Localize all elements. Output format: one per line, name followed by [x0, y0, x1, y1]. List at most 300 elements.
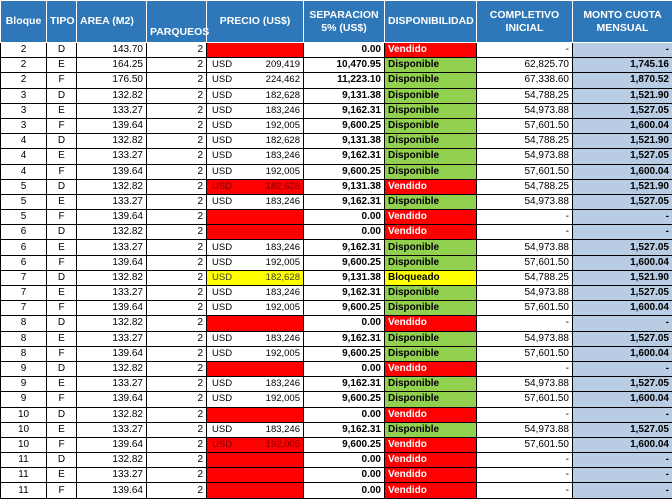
cell-parqueos[interactable]: 2 [147, 88, 207, 103]
cell-cuota[interactable]: 1,745.16 [573, 58, 672, 73]
cell-bloque[interactable]: 8 [1, 331, 47, 346]
cell-cuota[interactable]: 1,600.04 [573, 164, 672, 179]
cell-tipo[interactable]: D [47, 179, 77, 194]
cell-cuota[interactable]: 1,521.90 [573, 134, 672, 149]
cell-completivo[interactable]: 57,601.50 [477, 301, 573, 316]
cell-cuota[interactable]: 1,527.05 [573, 240, 672, 255]
cell-bloque[interactable]: 8 [1, 346, 47, 361]
table-row[interactable] [1, 453, 672, 468]
cell-tipo[interactable]: D [47, 88, 77, 103]
cell-cuota[interactable]: 1,600.04 [573, 118, 672, 133]
cell-completivo[interactable]: - [477, 453, 573, 468]
cell-bloque[interactable]: 2 [1, 58, 47, 73]
cell-precio[interactable] [207, 118, 304, 133]
cell-bloque[interactable]: 5 [1, 194, 47, 209]
cell-disponibilidad[interactable]: Disponible [385, 149, 477, 164]
table-row[interactable] [1, 316, 672, 331]
cell-tipo[interactable]: D [47, 361, 77, 376]
cell-separacion[interactable]: 0.00 [304, 453, 385, 468]
cell-cuota[interactable]: 1,600.04 [573, 437, 672, 452]
cell-completivo[interactable]: - [477, 316, 573, 331]
cell-separacion[interactable]: 9,600.25 [304, 392, 385, 407]
cell-completivo[interactable]: 54,973.88 [477, 240, 573, 255]
cell-bloque[interactable]: 3 [1, 88, 47, 103]
cell-separacion[interactable]: 9,131.38 [304, 134, 385, 149]
cell-disponibilidad[interactable]: Disponible [385, 118, 477, 133]
cell-area[interactable]: 133.27 [77, 103, 147, 118]
cell-completivo[interactable]: - [477, 407, 573, 422]
table-row[interactable] [1, 346, 672, 361]
cell-tipo[interactable]: D [47, 225, 77, 240]
cell-disponibilidad[interactable]: Vendido [385, 468, 477, 483]
cell-disponibilidad[interactable]: Disponible [385, 73, 477, 88]
cell-completivo[interactable]: 54,788.25 [477, 179, 573, 194]
cell-area[interactable]: 132.82 [77, 361, 147, 376]
cell-cuota[interactable]: 1,527.05 [573, 331, 672, 346]
cell-tipo[interactable]: E [47, 377, 77, 392]
header-precio[interactable]: PRECIO (US$) [207, 1, 304, 43]
cell-separacion[interactable]: 0.00 [304, 483, 385, 498]
header-tipo[interactable]: TIPO [47, 1, 77, 43]
table-row[interactable] [1, 43, 672, 58]
cell-disponibilidad[interactable]: Bloqueado [385, 270, 477, 285]
cell-completivo[interactable]: - [477, 210, 573, 225]
cell-parqueos[interactable]: 2 [147, 73, 207, 88]
cell-separacion[interactable]: 9,162.31 [304, 422, 385, 437]
cell-area[interactable]: 139.64 [77, 164, 147, 179]
cell-separacion[interactable]: 0.00 [304, 468, 385, 483]
cell-area[interactable]: 143.70 [77, 43, 147, 58]
cell-parqueos[interactable]: 2 [147, 164, 207, 179]
cell-parqueos[interactable]: 2 [147, 407, 207, 422]
cell-area[interactable]: 139.64 [77, 437, 147, 452]
table-row[interactable] [1, 361, 672, 376]
cell-cuota[interactable]: 1,870.52 [573, 73, 672, 88]
cell-precio[interactable] [207, 407, 304, 422]
cell-tipo[interactable]: E [47, 194, 77, 209]
cell-completivo[interactable]: 57,601.50 [477, 164, 573, 179]
cell-separacion[interactable]: 9,600.25 [304, 301, 385, 316]
cell-area[interactable]: 139.64 [77, 255, 147, 270]
cell-completivo[interactable]: 67,338.60 [477, 73, 573, 88]
cell-bloque[interactable]: 10 [1, 407, 47, 422]
cell-disponibilidad[interactable]: Vendido [385, 483, 477, 498]
cell-cuota[interactable]: - [573, 407, 672, 422]
table-row[interactable] [1, 118, 672, 133]
cell-separacion[interactable]: 9,162.31 [304, 331, 385, 346]
cell-parqueos[interactable]: 2 [147, 422, 207, 437]
table-row[interactable] [1, 437, 672, 452]
cell-cuota[interactable]: - [573, 361, 672, 376]
cell-separacion[interactable]: 9,600.25 [304, 346, 385, 361]
cell-tipo[interactable]: F [47, 164, 77, 179]
cell-parqueos[interactable]: 2 [147, 58, 207, 73]
cell-completivo[interactable]: 57,601.50 [477, 255, 573, 270]
cell-parqueos[interactable]: 2 [147, 361, 207, 376]
cell-parqueos[interactable]: 2 [147, 118, 207, 133]
cell-tipo[interactable]: F [47, 73, 77, 88]
cell-cuota[interactable]: - [573, 43, 672, 58]
cell-cuota[interactable]: 1,527.05 [573, 422, 672, 437]
cell-bloque[interactable]: 6 [1, 225, 47, 240]
cell-completivo[interactable]: 54,788.25 [477, 88, 573, 103]
cell-parqueos[interactable]: 2 [147, 483, 207, 498]
cell-disponibilidad[interactable]: Vendido [385, 453, 477, 468]
cell-precio[interactable] [207, 392, 304, 407]
cell-cuota[interactable]: 1,527.05 [573, 377, 672, 392]
table-row[interactable] [1, 225, 672, 240]
cell-area[interactable]: 139.64 [77, 118, 147, 133]
cell-precio[interactable] [207, 453, 304, 468]
cell-completivo[interactable]: 57,601.50 [477, 346, 573, 361]
table-row[interactable] [1, 88, 672, 103]
cell-cuota[interactable]: 1,521.90 [573, 179, 672, 194]
header-bloque[interactable]: Bloque [1, 1, 47, 43]
cell-bloque[interactable]: 11 [1, 483, 47, 498]
cell-disponibilidad[interactable]: Disponible [385, 301, 477, 316]
cell-parqueos[interactable]: 2 [147, 103, 207, 118]
cell-disponibilidad[interactable]: Vendido [385, 361, 477, 376]
cell-area[interactable]: 133.27 [77, 377, 147, 392]
cell-disponibilidad[interactable]: Disponible [385, 392, 477, 407]
table-row[interactable] [1, 149, 672, 164]
cell-precio[interactable] [207, 88, 304, 103]
table-row[interactable] [1, 194, 672, 209]
cell-precio[interactable] [207, 346, 304, 361]
table-row[interactable] [1, 179, 672, 194]
cell-precio[interactable] [207, 134, 304, 149]
cell-separacion[interactable]: 0.00 [304, 361, 385, 376]
cell-bloque[interactable]: 9 [1, 377, 47, 392]
table-row[interactable] [1, 103, 672, 118]
cell-precio[interactable] [207, 468, 304, 483]
cell-tipo[interactable]: F [47, 437, 77, 452]
cell-separacion[interactable]: 9,162.31 [304, 149, 385, 164]
cell-tipo[interactable]: F [47, 346, 77, 361]
cell-precio[interactable] [207, 73, 304, 88]
table-row[interactable] [1, 407, 672, 422]
cell-completivo[interactable]: 57,601.50 [477, 437, 573, 452]
cell-precio[interactable] [207, 301, 304, 316]
cell-completivo[interactable]: 54,973.88 [477, 422, 573, 437]
cell-separacion[interactable]: 10,470.95 [304, 58, 385, 73]
cell-area[interactable]: 133.27 [77, 194, 147, 209]
cell-precio[interactable] [207, 103, 304, 118]
cell-tipo[interactable]: D [47, 270, 77, 285]
cell-tipo[interactable]: F [47, 483, 77, 498]
table-row[interactable] [1, 422, 672, 437]
cell-precio[interactable] [207, 43, 304, 58]
table-row[interactable] [1, 392, 672, 407]
cell-area[interactable]: 132.82 [77, 134, 147, 149]
cell-separacion[interactable]: 0.00 [304, 43, 385, 58]
cell-parqueos[interactable]: 2 [147, 134, 207, 149]
cell-cuota[interactable]: 1,527.05 [573, 149, 672, 164]
cell-precio[interactable] [207, 270, 304, 285]
cell-area[interactable]: 132.82 [77, 179, 147, 194]
cell-tipo[interactable]: E [47, 58, 77, 73]
cell-completivo[interactable]: 54,973.88 [477, 103, 573, 118]
cell-area[interactable]: 176.50 [77, 73, 147, 88]
cell-cuota[interactable]: 1,600.04 [573, 255, 672, 270]
cell-cuota[interactable]: 1,527.05 [573, 286, 672, 301]
cell-area[interactable]: 139.64 [77, 210, 147, 225]
cell-area[interactable]: 132.82 [77, 270, 147, 285]
cell-tipo[interactable]: F [47, 210, 77, 225]
cell-disponibilidad[interactable]: Disponible [385, 255, 477, 270]
cell-cuota[interactable]: 1,600.04 [573, 392, 672, 407]
cell-bloque[interactable]: 6 [1, 240, 47, 255]
table-row[interactable] [1, 210, 672, 225]
header-disponibilidad[interactable]: DISPONIBILIDAD [385, 1, 477, 43]
cell-parqueos[interactable]: 2 [147, 286, 207, 301]
cell-area[interactable]: 132.82 [77, 407, 147, 422]
header-cuota[interactable]: MONTO CUOTA MENSUAL [573, 1, 672, 43]
cell-precio[interactable] [207, 422, 304, 437]
cell-separacion[interactable]: 11,223.10 [304, 73, 385, 88]
cell-tipo[interactable]: E [47, 422, 77, 437]
cell-completivo[interactable]: - [477, 225, 573, 240]
cell-completivo[interactable]: 54,788.25 [477, 270, 573, 285]
table-row[interactable] [1, 483, 672, 498]
cell-cuota[interactable]: 1,527.05 [573, 103, 672, 118]
cell-completivo[interactable]: - [477, 361, 573, 376]
cell-bloque[interactable]: 2 [1, 73, 47, 88]
cell-precio[interactable] [207, 194, 304, 209]
cell-bloque[interactable]: 3 [1, 118, 47, 133]
cell-cuota[interactable]: - [573, 483, 672, 498]
cell-precio[interactable] [207, 331, 304, 346]
cell-parqueos[interactable]: 2 [147, 437, 207, 452]
table-row[interactable] [1, 377, 672, 392]
cell-separacion[interactable]: 0.00 [304, 210, 385, 225]
cell-cuota[interactable]: 1,527.05 [573, 194, 672, 209]
cell-tipo[interactable]: F [47, 118, 77, 133]
cell-parqueos[interactable]: 2 [147, 225, 207, 240]
cell-separacion[interactable]: 9,162.31 [304, 377, 385, 392]
cell-completivo[interactable]: 54,973.88 [477, 286, 573, 301]
cell-area[interactable]: 139.64 [77, 483, 147, 498]
cell-separacion[interactable]: 0.00 [304, 407, 385, 422]
cell-disponibilidad[interactable]: Vendido [385, 179, 477, 194]
table-row[interactable] [1, 164, 672, 179]
cell-tipo[interactable]: E [47, 240, 77, 255]
cell-tipo[interactable]: E [47, 103, 77, 118]
cell-bloque[interactable]: 11 [1, 468, 47, 483]
cell-cuota[interactable]: - [573, 225, 672, 240]
table-row[interactable] [1, 58, 672, 73]
cell-area[interactable]: 139.64 [77, 346, 147, 361]
cell-bloque[interactable]: 7 [1, 270, 47, 285]
cell-tipo[interactable]: F [47, 255, 77, 270]
cell-parqueos[interactable]: 2 [147, 179, 207, 194]
cell-precio[interactable] [207, 225, 304, 240]
cell-bloque[interactable]: 5 [1, 179, 47, 194]
cell-precio[interactable] [207, 179, 304, 194]
cell-cuota[interactable]: 1,521.90 [573, 88, 672, 103]
cell-bloque[interactable]: 8 [1, 316, 47, 331]
table-row[interactable] [1, 286, 672, 301]
cell-tipo[interactable]: D [47, 134, 77, 149]
cell-completivo[interactable]: 57,601.50 [477, 392, 573, 407]
cell-precio[interactable] [207, 58, 304, 73]
cell-parqueos[interactable]: 2 [147, 240, 207, 255]
cell-disponibilidad[interactable]: Disponible [385, 286, 477, 301]
cell-cuota[interactable]: 1,600.04 [573, 346, 672, 361]
cell-tipo[interactable]: E [47, 331, 77, 346]
cell-tipo[interactable]: F [47, 301, 77, 316]
cell-separacion[interactable]: 0.00 [304, 316, 385, 331]
header-parqueos[interactable]: PARQUEOS [147, 1, 207, 43]
cell-disponibilidad[interactable]: Disponible [385, 134, 477, 149]
cell-parqueos[interactable]: 2 [147, 43, 207, 58]
cell-tipo[interactable]: F [47, 392, 77, 407]
cell-bloque[interactable]: 7 [1, 286, 47, 301]
cell-area[interactable]: 133.27 [77, 240, 147, 255]
cell-precio[interactable] [207, 483, 304, 498]
cell-separacion[interactable]: 9,131.38 [304, 88, 385, 103]
cell-parqueos[interactable]: 2 [147, 255, 207, 270]
cell-disponibilidad[interactable]: Vendido [385, 43, 477, 58]
cell-tipo[interactable]: E [47, 286, 77, 301]
header-area[interactable]: AREA (M2) [77, 1, 147, 43]
table-row[interactable] [1, 240, 672, 255]
cell-precio[interactable] [207, 210, 304, 225]
cell-tipo[interactable]: E [47, 149, 77, 164]
cell-parqueos[interactable]: 2 [147, 316, 207, 331]
cell-disponibilidad[interactable]: Disponible [385, 58, 477, 73]
cell-area[interactable]: 133.27 [77, 331, 147, 346]
cell-completivo[interactable]: - [477, 468, 573, 483]
cell-bloque[interactable]: 5 [1, 210, 47, 225]
cell-area[interactable]: 133.27 [77, 286, 147, 301]
cell-tipo[interactable]: E [47, 468, 77, 483]
cell-bloque[interactable]: 4 [1, 149, 47, 164]
cell-bloque[interactable]: 10 [1, 422, 47, 437]
cell-area[interactable]: 133.27 [77, 422, 147, 437]
cell-bloque[interactable]: 9 [1, 361, 47, 376]
cell-completivo[interactable]: 54,973.88 [477, 331, 573, 346]
cell-area[interactable]: 164.25 [77, 58, 147, 73]
table-row[interactable] [1, 73, 672, 88]
cell-parqueos[interactable]: 2 [147, 194, 207, 209]
cell-completivo[interactable]: 62,825.70 [477, 58, 573, 73]
cell-area[interactable]: 133.27 [77, 468, 147, 483]
cell-parqueos[interactable]: 2 [147, 453, 207, 468]
cell-precio[interactable] [207, 149, 304, 164]
cell-separacion[interactable]: 9,131.38 [304, 270, 385, 285]
cell-precio[interactable] [207, 437, 304, 452]
cell-area[interactable]: 133.27 [77, 149, 147, 164]
cell-disponibilidad[interactable]: Vendido [385, 210, 477, 225]
cell-disponibilidad[interactable]: Vendido [385, 407, 477, 422]
cell-completivo[interactable]: - [477, 43, 573, 58]
cell-area[interactable]: 132.82 [77, 88, 147, 103]
cell-bloque[interactable]: 3 [1, 103, 47, 118]
cell-disponibilidad[interactable]: Disponible [385, 194, 477, 209]
cell-cuota[interactable]: 1,521.90 [573, 270, 672, 285]
cell-tipo[interactable]: D [47, 43, 77, 58]
cell-parqueos[interactable]: 2 [147, 468, 207, 483]
cell-tipo[interactable]: D [47, 453, 77, 468]
cell-bloque[interactable]: 2 [1, 43, 47, 58]
cell-area[interactable]: 139.64 [77, 301, 147, 316]
cell-area[interactable]: 132.82 [77, 316, 147, 331]
cell-bloque[interactable]: 4 [1, 134, 47, 149]
cell-precio[interactable] [207, 255, 304, 270]
cell-cuota[interactable]: - [573, 453, 672, 468]
table-row[interactable] [1, 301, 672, 316]
cell-parqueos[interactable]: 2 [147, 346, 207, 361]
cell-separacion[interactable]: 9,600.25 [304, 164, 385, 179]
cell-disponibilidad[interactable]: Disponible [385, 240, 477, 255]
table-row[interactable] [1, 270, 672, 285]
cell-cuota[interactable]: - [573, 468, 672, 483]
cell-disponibilidad[interactable]: Disponible [385, 103, 477, 118]
cell-precio[interactable] [207, 377, 304, 392]
cell-disponibilidad[interactable]: Vendido [385, 316, 477, 331]
cell-parqueos[interactable]: 2 [147, 377, 207, 392]
cell-completivo[interactable]: - [477, 483, 573, 498]
cell-disponibilidad[interactable]: Disponible [385, 331, 477, 346]
cell-disponibilidad[interactable]: Disponible [385, 88, 477, 103]
cell-bloque[interactable]: 10 [1, 437, 47, 452]
cell-cuota[interactable]: - [573, 210, 672, 225]
cell-precio[interactable] [207, 361, 304, 376]
cell-tipo[interactable]: D [47, 316, 77, 331]
cell-completivo[interactable]: 54,973.88 [477, 149, 573, 164]
cell-parqueos[interactable]: 2 [147, 270, 207, 285]
cell-precio[interactable] [207, 286, 304, 301]
cell-precio[interactable] [207, 316, 304, 331]
cell-separacion[interactable]: 9,162.31 [304, 194, 385, 209]
cell-parqueos[interactable]: 2 [147, 301, 207, 316]
cell-area[interactable]: 132.82 [77, 225, 147, 240]
cell-bloque[interactable]: 6 [1, 255, 47, 270]
header-separacion[interactable]: SEPARACION 5% (US$) [304, 1, 385, 43]
cell-bloque[interactable]: 4 [1, 164, 47, 179]
cell-area[interactable]: 139.64 [77, 392, 147, 407]
cell-disponibilidad[interactable]: Disponible [385, 422, 477, 437]
cell-completivo[interactable]: 57,601.50 [477, 118, 573, 133]
cell-bloque[interactable]: 11 [1, 453, 47, 468]
cell-completivo[interactable]: 54,973.88 [477, 194, 573, 209]
cell-disponibilidad[interactable]: Vendido [385, 225, 477, 240]
cell-separacion[interactable]: 9,162.31 [304, 286, 385, 301]
table-row[interactable] [1, 468, 672, 483]
cell-completivo[interactable]: 54,788.25 [477, 134, 573, 149]
cell-bloque[interactable]: 9 [1, 392, 47, 407]
cell-disponibilidad[interactable]: Disponible [385, 377, 477, 392]
cell-precio[interactable] [207, 164, 304, 179]
cell-tipo[interactable]: D [47, 407, 77, 422]
cell-completivo[interactable]: 54,973.88 [477, 377, 573, 392]
cell-bloque[interactable]: 7 [1, 301, 47, 316]
cell-separacion[interactable]: 9,600.25 [304, 437, 385, 452]
cell-parqueos[interactable]: 2 [147, 392, 207, 407]
cell-disponibilidad[interactable]: Disponible [385, 346, 477, 361]
cell-separacion[interactable]: 9,600.25 [304, 118, 385, 133]
header-completivo[interactable]: COMPLETIVO INICIAL [477, 1, 573, 43]
cell-cuota[interactable]: 1,600.04 [573, 301, 672, 316]
cell-separacion[interactable]: 9,600.25 [304, 255, 385, 270]
cell-separacion[interactable]: 9,162.31 [304, 240, 385, 255]
cell-separacion[interactable]: 0.00 [304, 225, 385, 240]
table-row[interactable] [1, 134, 672, 149]
table-row[interactable] [1, 331, 672, 346]
cell-precio[interactable] [207, 240, 304, 255]
table-row[interactable] [1, 255, 672, 270]
